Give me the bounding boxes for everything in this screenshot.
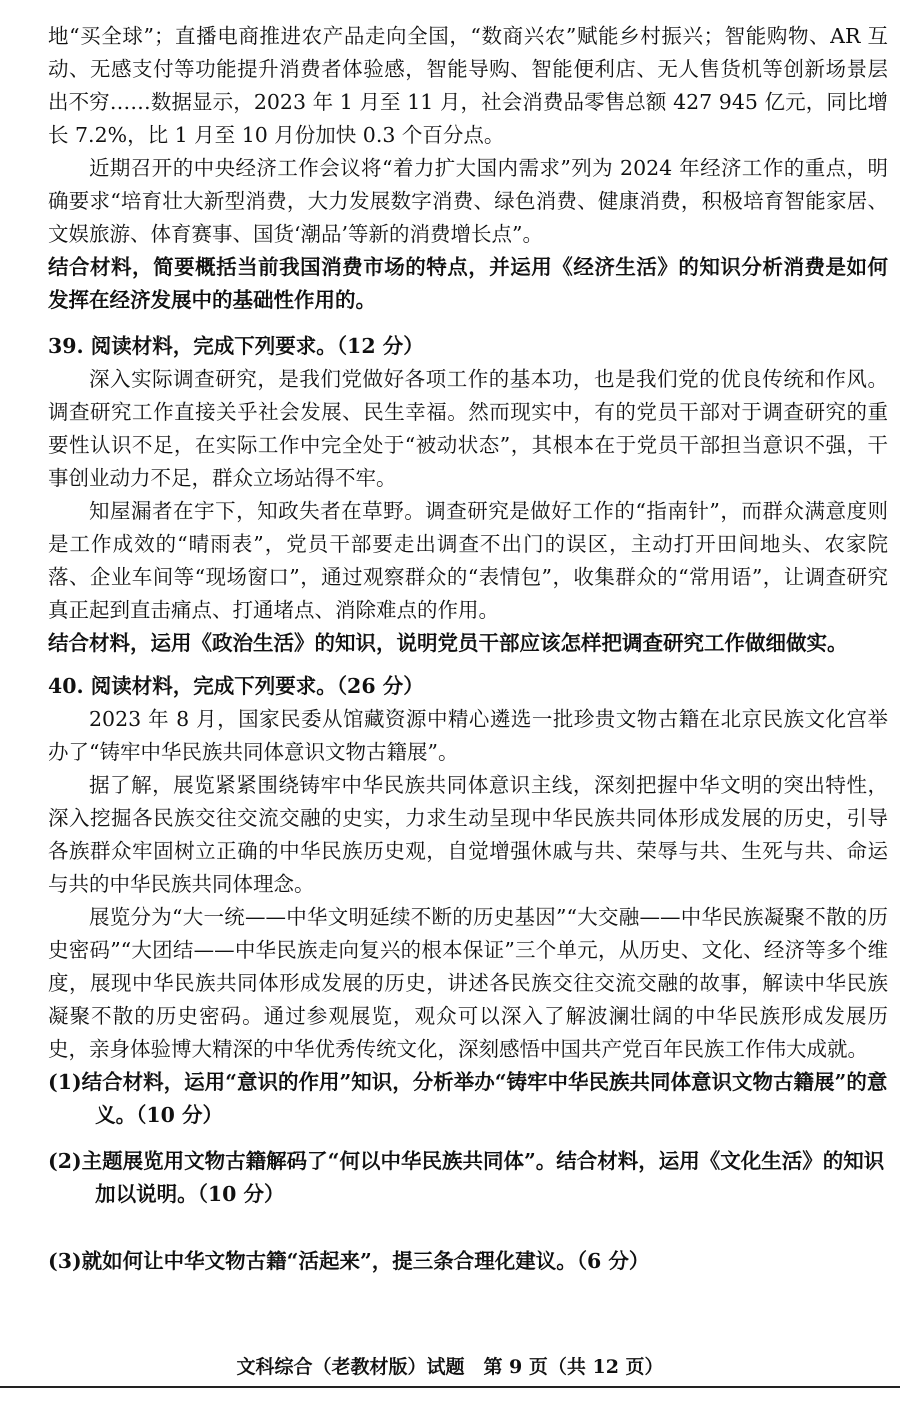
q40-material-paragraph-2: 据了解，展览紧紧围绕铸牢中华民族共同体意识主线，深刻把握中华文明的突出特性，深入挖掘各民族交往交流交融的史实，力求生动呈现中华民族共同体形成发展的历史，引导各族群众牢固树立正确的中华民族历史观，自觉增强休戚与共、荣辱与共、生死与共、命运与共的中华民族共同体理念。	[48, 773, 888, 896]
q40-subquestion-3: (3)就如何让中华文物古籍“活起来”，提三条合理化建议。（6 分）	[48, 1249, 650, 1273]
q40-subquestion-1: (1)结合材料，运用“意识的作用”知识，分析举办“铸牢中华民族共同体意识文物古籍展”的意义。（10 分）	[48, 1070, 888, 1127]
q40-material-paragraph-3: 展览分为“大一统——中华文明延续不断的历史基因”“大交融——中华民族凝聚不散的历史密码”“大团结——中华民族走向复兴的根本保证”三个单元，从历史、文化、经济等多个维度，展现中华民族共同体形成发展的历史，讲述各民族交往交流交融的故事，解读中华民族凝聚不散的历史密码。通过参观展览，观众可以深入了解波澜壮阔的中华民族形成发展历史，亲身体验博大精深的中华优秀传统文化，深刻感悟中国共产党百年民族工作伟大成就。	[48, 905, 888, 1061]
q39-material-paragraph-2: 知屋漏者在宇下，知政失者在草野。调查研究是做好工作的“指南针”，而群众满意度则是工作成效的“晴雨表”，党员干部要走出调查不出门的误区，主动打开田间地头、农家院落、企业车间等“现场窗口”，通过观察群众的“表情包”，收集群众的“常用语”，让调查研究真正起到直击痛点、打通堵点、消除难点的作用。	[48, 499, 888, 622]
q38-task: 结合材料，简要概括当前我国消费市场的特点，并运用《经济生活》的知识分析消费是如何发挥在经济发展中的基础性作用的。	[48, 255, 888, 312]
q40-material-paragraph-1: 2023 年 8 月，国家民委从馆藏资源中精心遴选一批珍贵文物古籍在北京民族文化宫举办了“铸牢中华民族共同体意识文物古籍展”。	[48, 707, 888, 764]
question-40-sub-2	[48, 1145, 888, 1211]
question-40-sub-3	[48, 1245, 888, 1278]
q40-subquestion-2: (2)主题展览用文物古籍解码了“何以中华民族共同体”。结合材料，运用《文化生活》的知识加以说明。（10 分）	[48, 1149, 885, 1206]
footer-divider	[0, 1386, 900, 1388]
question-39	[48, 330, 888, 660]
q40-heading: 40. 阅读材料，完成下列要求。（26 分）	[48, 674, 424, 698]
question-40	[48, 670, 888, 1132]
q38-material-paragraph-2: 近期召开的中央经济工作会议将“着力扩大国内需求”列为 2024 年经济工作的重点，明确要求“培育壮大新型消费，大力发展数字消费、绿色消费、健康消费，积极培育智能家居、文娱旅游、体育赛事、国货‘潮品’等新的消费增长点”。	[48, 156, 888, 246]
page-footer: 文科综合（老教材版）试题 第 9 页（共 12 页）	[236, 1356, 664, 1378]
question-38-continued	[48, 20, 888, 317]
q39-material-paragraph-1: 深入实际调查研究，是我们党做好各项工作的基本功，也是我们党的优良传统和作风。调查研究工作直接关乎社会发展、民生幸福。然而现实中，有的党员干部对于调查研究的重要性认识不足，在实际工作中完全处于“被动状态”，其根本在于党员干部担当意识不强，干事创业动力不足，群众立场站得不牢。	[48, 367, 888, 490]
q39-task: 结合材料，运用《政治生活》的知识，说明党员干部应该怎样把调查研究工作做细做实。	[48, 631, 848, 655]
q39-heading: 39. 阅读材料，完成下列要求。（12 分）	[48, 334, 424, 358]
q38-material-paragraph-1: 地“买全球”；直播电商推进农产品走向全国，“数商兴农”赋能乡村振兴；智能购物、AR 互动、无感支付等功能提升消费者体验感，智能导购、智能便利店、无人售货机等创新场景层出不穷……数据显示，2023 年 1 月至 11 月，社会消费品零售总额 427 945 亿元，同比增长 7.2%，比 1 月至 10 月份加快 0.3 个百分点。	[48, 24, 888, 147]
